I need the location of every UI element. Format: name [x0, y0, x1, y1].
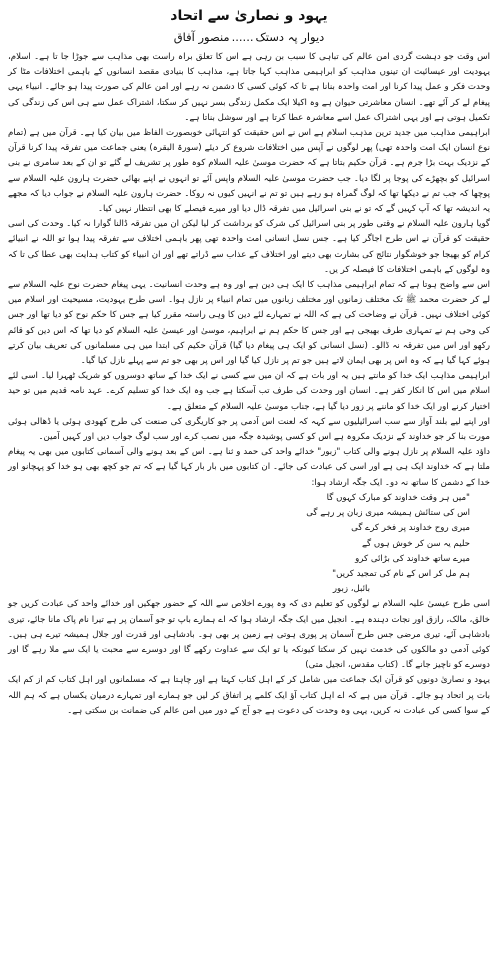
column-name: دیوار پہ دستک	[255, 30, 325, 44]
paragraph: یہود و نصاریٰ دونوں کو قرآن ایک جماعت میں شامل کر کے اہل کتاب کہتا ہے اور چاہتا ہے کہ مسلمانوں اور اہل کتاب کم از کم ایک بات پر اتحاد ہو جائے۔ قرآن میں ہے کہ اے اہل کتاب آؤ ایک کلمے پر اتفاق کر لیں جو ہمارے اور تمہارے درمیان یکساں ہے کہ ہم اللہ کے سوا کسی کی عبادت نہ کریں، یہی وہ وحدت کی دعوت ہے جو آج کے دور میں امن عالم کی ضمانت بن سکتی ہے۔	[8, 675, 490, 716]
paragraph: ابراہیمی مذاہب میں جدید ترین مذہب اسلام ہے اس نے اس حقیقت کو انتہائی خوبصورت الفاظ میں بیان کیا ہے۔ قرآن میں ہے (تمام نوع انسان ایک امت واحدہ تھی) پھر لوگوں نے آپس میں اختلافات شروع کر دیئے (سورۃ البقرہ) یعنی جماعت میں تفرقہ پیدا کرنا قرآن کے نزدیک بہت بڑا جرم ہے۔ قرآن حکیم بتاتا ہے کہ حضرت موسیٰ علیہ السلام کوہ طور پر تشریف لے گئے تو ان کے بعد سامری نے بنی اسرائیل کو بچھڑے کی پوجا پر لگا دیا۔ جب حضرت موسیٰ علیہ السلام واپس آئے تو انہوں نے اپنے بھائی حضرت ہارون علیہ السلام سے پوچھا کہ جب تم نے دیکھا تھا کہ لوگ گمراہ ہو رہے ہیں تو تم نے انہیں کیوں نہ روکا۔ حضرت ہارون علیہ السلام نے جواب دیا کہ مجھے یہ اندیشہ تھا کہ آپ کہیں گے کہ تو نے بنی اسرائیل میں تفرقہ ڈال دیا اور میرے فیصلے کا بھی انتظار نہیں کیا۔	[8, 128, 490, 215]
article-body	[8, 50, 490, 491]
byline	[8, 28, 490, 46]
verse-line: میرے ساتھ خداوند کی بڑائی کرو	[355, 553, 470, 564]
verse-line: ہم مل کر اس کے نام کی تمجید کریں"	[332, 568, 470, 579]
paragraph: اس وقت جو دہشت گردی امن عالم کی تباہی کا سبب بن رہی ہے اس کا تعلق براہ راست بھی مذاہب سے جوڑا جا تا ہے۔ اسلام، یہودیت اور عیسائیت ان تینوں مذاہب کو ابراہیمی مذاہب کہا جاتا ہے، مذاہب کا بنیادی مقصد انسانوں کے باہمی اختلافات مٹا کر وحدت فکر و عمل پیدا کرنا اور امت واحدہ بنانا ہے تا کہ کوئی کسی کا دشمن نہ رہے اور امن عالم کی صورت پیدا ہو جائے۔ انبیاء یہی پیغام لے کر آئے تھے۔ انسان معاشرتی حیوان ہے وہ اکیلا ایک مکمل زندگی بسر نہیں کر سکتا، اشتراک عمل سے ہی اس کی زندگی کی تکمیل ہوتی ہے اور یہی اشتراک عمل اسے معاشرہ عطا کرتا ہے اور سوشل بناتا ہے۔	[8, 52, 490, 123]
verse-line: حلیم یہ سن کر خوش ہوں گے	[361, 538, 470, 549]
article-title: یہود و نصاریٰ سے اتحاد	[170, 8, 328, 24]
verse-line: "میں ہر وقت خداوند کو مبارک کہوں گا	[326, 492, 470, 503]
paragraph: اسی طرح عیسیٰ علیہ السلام نے لوگوں کو تعلیم دی کہ وہ پورے اخلاص سے اللہ کے حضور جھکیں اور خدائے واحد کی عبادت کریں جو خالق، مالک، رازق اور نجات دہندہ ہے۔ انجیل میں ایک جگہ ارشاد ہوا کہ اے ہمارے باپ تو جو آسمان پر ہے تیرا نام پاک مانا جائے، تیری بادشاہی آئے، تیری مرضی جس طرح آسمان پر پوری ہوتی ہے زمین پر بھی ہو۔ بادشاہی اور قدرت اور جلال ہمیشہ تیرے ہی ہیں۔ کوئی آدمی دو مالکوں کی خدمت نہیں کر سکتا کیونکہ یا تو ایک سے عداوت رکھے گا اور دوسرے سے محبت یا ایک سے ملا رہے گا اور دوسرے کو ناچیز جانے گا۔ (کتاب مقدس، انجیل متی)	[8, 599, 490, 671]
paragraph: ابراہیمی مذاہب ایک خدا کو مانتے ہیں یہ اور بات ہے کہ ان میں سے کسی نے ایک خدا کے ساتھ دوسروں کو شریک ٹھہرا لیا۔ اسی لئے اسلام میں اس کا انکار کفر ہے۔ انسان اور وحدت کی طرف تب آسکتا ہے جب وہ ایک خدا کو تسلیم کرے۔ عہد نامہ قدیم میں تو حید اختیار کرنے اور ایک خدا کو ماننے پر زور دیا گیا ہے، جناب موسیٰ علیہ السلام کے متعلق ہے۔	[8, 371, 490, 412]
author-name: منصور آفاق	[173, 30, 230, 44]
paragraph: گویا ہارون علیہ السلام نے وقتی طور پر بنی اسرائیل کی شرک کو برداشت کر لیا لیکن ان میں تفرقہ ڈالنا گوارا نہ کیا۔ وحدت کی اسی حقیقت کو قرآن نے اس طرح اجاگر کیا ہے۔ جس نسل انسانی امت واحدہ تھی پھر باہمی اختلاف سے تفرقہ پیدا ہوا تو اللہ نے انبیائے کرام کو بھیجا جو خوشگوار نتائج کی بشارت بھی دیتے اور اختلاف کے عذاب سے ڈراتے تھے اور ان انبیاء کو کتاب ہدایت بھی عطا کی تا کہ وہ لوگوں کے باہمی اختلافات کا فیصلہ کر یں۔	[8, 219, 490, 275]
verse-citation: بائبل، زبور	[332, 584, 370, 595]
article-body-continued	[8, 597, 490, 719]
verse-line: اس کی ستائش ہمیشہ میری زبان پر رہے گی	[306, 508, 470, 519]
verse-line: میری روح خداوند پر فخر کرے گی	[351, 523, 470, 534]
paragraph: اس سے واضح ہوتا ہے کہ تمام ابراہیمی مذاہب کا ایک ہی دین ہے اور وہ ہے وحدت انسانیت۔ یہی پیغام حضرت نوح علیہ السلام سے لے کر حضرت محمد ﷺ تک مختلف زمانوں اور مختلف زبانوں میں تمام انبیاء پر نازل ہوا۔ اسی طرح یہودیت، مسیحیت اور اسلام میں کوئی اختلاف نہیں۔ قرآن نے وضاحت کی ہے کہ اللہ نے تمہارے لئے دین کا وہی راستہ مقرر کیا ہے جس کا حکم نوح کو دیا تھا اور جس کی وحی ہم نے تمہاری طرف بھیجی ہے اور جس کا حکم ہم نے ابراہیم، موسیٰ اور عیسیٰ علیہ السلام کو دیا تھا کہ اس دین کو قائم رکھو اور اس میں تفرقہ نہ ڈالو۔ (نسل انسانی کو ایک ہی پیغام دیا گیا) قرآن حکیم کی ابتدا میں ہی مسلمانوں کی تعریف بیان کرتے ہوئے کہا گیا ہے کہ وہ اس پر بھی ایمان لاتے ہیں جو تم پر نازل کیا گیا اور اس پر بھی جو تم سے پہلے نازل کیا گیا۔	[8, 280, 490, 367]
paragraph: داؤد علیہ السلام پر نازل ہونے والی کتاب "زبور" خدائے واحد کی حمد و ثنا ہے۔ اس کے بعد ہونے والی آسمانی کتابوں میں بھی یہ پیغام ملتا ہے کہ خداوند ایک ہی ہے اور اسی کی عبادت کی جائے۔ ان کتابوں میں بار بار کہا گیا ہے کہ تم جو کچھ بھی ہو خدا کو پہچانو اور خدا کے دشمن کا ساتھ نہ دو۔ ایک جگہ ارشاد ہوا:	[8, 447, 490, 488]
paragraph: اور اپنے لیے بلند آواز سے سب اسرائیلیوں سے کہہ کہ لعنت اس آدمی پر جو کاریگری کی صنعت کی طرح کھودی ہوئی یا ڈھالی ہوئی مورت بنا کر جو خداوند کے نزدیک مکروہ ہے اس کو کسی پوشیدہ جگہ میں نصب کرے اور سب لوگ جواب دیں اور کہیں آمین۔	[8, 416, 490, 443]
psalm-quote	[8, 491, 490, 597]
byline-separator: ......	[231, 30, 254, 44]
